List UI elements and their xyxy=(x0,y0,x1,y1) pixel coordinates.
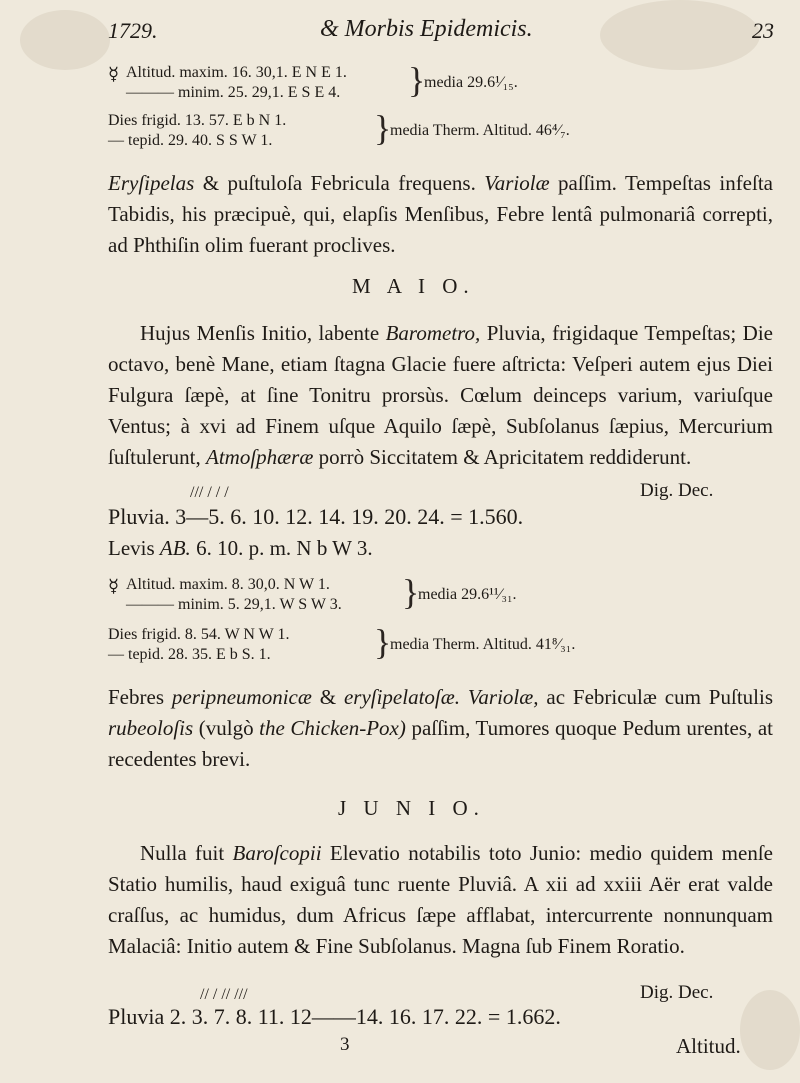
baro-max-row: Altitud. maxim. 16. 30,1. E N E 1. xyxy=(126,64,347,81)
dig-dec-label: Dig. Dec. xyxy=(640,982,714,1003)
brace: } xyxy=(402,572,420,612)
header-year: 1729. xyxy=(108,18,158,43)
section-heading-may: M A I O. xyxy=(352,274,475,298)
therm-cold-row: Dies frigid. 8. 54. W N W 1. xyxy=(108,626,290,643)
dig-dec-label: Dig. Dec. xyxy=(640,480,714,501)
may-diseases: Febres peripneumonicæ & eryſipelatoſæ. Variolæ, ac Febriculæ cum Puſtulis rubeoloſis (vulgò the Chicken-Pox) paſſim, Tumores quoque Pedum urentes, at recedentes brevi. xyxy=(108,685,774,771)
may-paragraph: Hujus Menſis Initio, labente Barometro, Pluvia, frigidaque Tempeſtas; Die octavo, benè Mane, etiam ſtagna Glacie fuere aſtricta: Veſperi autem ejus Diei Fulgura ſæpè, at ſine Tonitru prorsùs. Cœlum deinceps varium, variuſque Ventus; à xvi ad Finem uſque Aquilo ſæpè, Subſolanus ſæpius, Mercurium ſuſtulerunt, Atmoſphæræ porrò Siccitatem & Apricitatem reddiderunt. xyxy=(108,321,773,469)
signature-mark: 3 xyxy=(340,1034,350,1055)
paper-stain xyxy=(740,990,800,1070)
mercury-symbol: ☿ xyxy=(108,576,120,596)
therm-media: media Therm. Altitud. 46⁴⁄₇. xyxy=(390,122,570,139)
section-heading-june: J U N I O. xyxy=(338,796,485,820)
therm-warm-row: — tepid. 29. 40. S S W 1. xyxy=(108,132,273,149)
rain-record: Pluvia. 3—5. 6. 10. 12. 14. 19. 20. 24. = 1.560. xyxy=(108,504,524,529)
june-paragraph: Nulla fuit Baroſcopii Elevatio notabilis toto Junio: medio quidem menſe Statio humilis, haud exiguâ tunc ruente Pluviâ. A xii ad xxiii Aër erat valde craſſus, ac humidus, dum Africus ſæpe afflabat, intercurrente nonnunquam Malaciâ: Initio autem & Fine Subſolanus. Magna ſub Finem Roratio. xyxy=(108,841,773,958)
baro-media: media 29.6¹¹⁄₃₁. xyxy=(418,586,517,603)
baro-min-row: ——— minim. 25. 29,1. E S E 4. xyxy=(126,84,341,101)
brace: } xyxy=(408,60,426,100)
therm-cold-row: Dies frigid. 13. 57. E b N 1. xyxy=(108,112,287,129)
paper-stain xyxy=(600,0,760,70)
baro-min-row: ——— minim. 5. 29,1. W S W 3. xyxy=(126,596,342,613)
paper-stain xyxy=(20,10,110,70)
aurora-record: Levis AB. 6. 10. p. m. N b W 3. xyxy=(108,536,373,560)
rain-marks: /// / / / xyxy=(190,484,229,501)
baro-max-row: Altitud. maxim. 8. 30,0. N W 1. xyxy=(126,576,330,593)
brace: } xyxy=(374,622,392,662)
rain-marks: // / // /// xyxy=(200,986,248,1003)
rain-record: Pluvia 2. 3. 7. 8. 11. 12——14. 16. 17. 22. = 1.662. xyxy=(108,1004,561,1029)
therm-warm-row: — tepid. 28. 35. E b S. 1. xyxy=(108,646,271,663)
brace: } xyxy=(374,108,392,148)
header-title: & Morbis Epidemicis. xyxy=(320,16,533,42)
baro-media: media 29.6¹⁄₁₅. xyxy=(424,74,518,91)
page-number: 23 xyxy=(752,18,774,43)
april-remarks: Eryſipelas & puſtuloſa Febricula frequens. Variolæ paſſim. Tempeſtas infeſta Tabidis, his præcipuè, qui, elapſis Menſibus, Febre lentâ pulmonariâ correpti, ad Phthiſin olim fuerant proclives. xyxy=(108,171,773,257)
catchword: Altitud. xyxy=(676,1034,741,1058)
mercury-symbol: ☿ xyxy=(108,64,120,84)
therm-media: media Therm. Altitud. 41⁸⁄₃₁. xyxy=(390,636,576,653)
